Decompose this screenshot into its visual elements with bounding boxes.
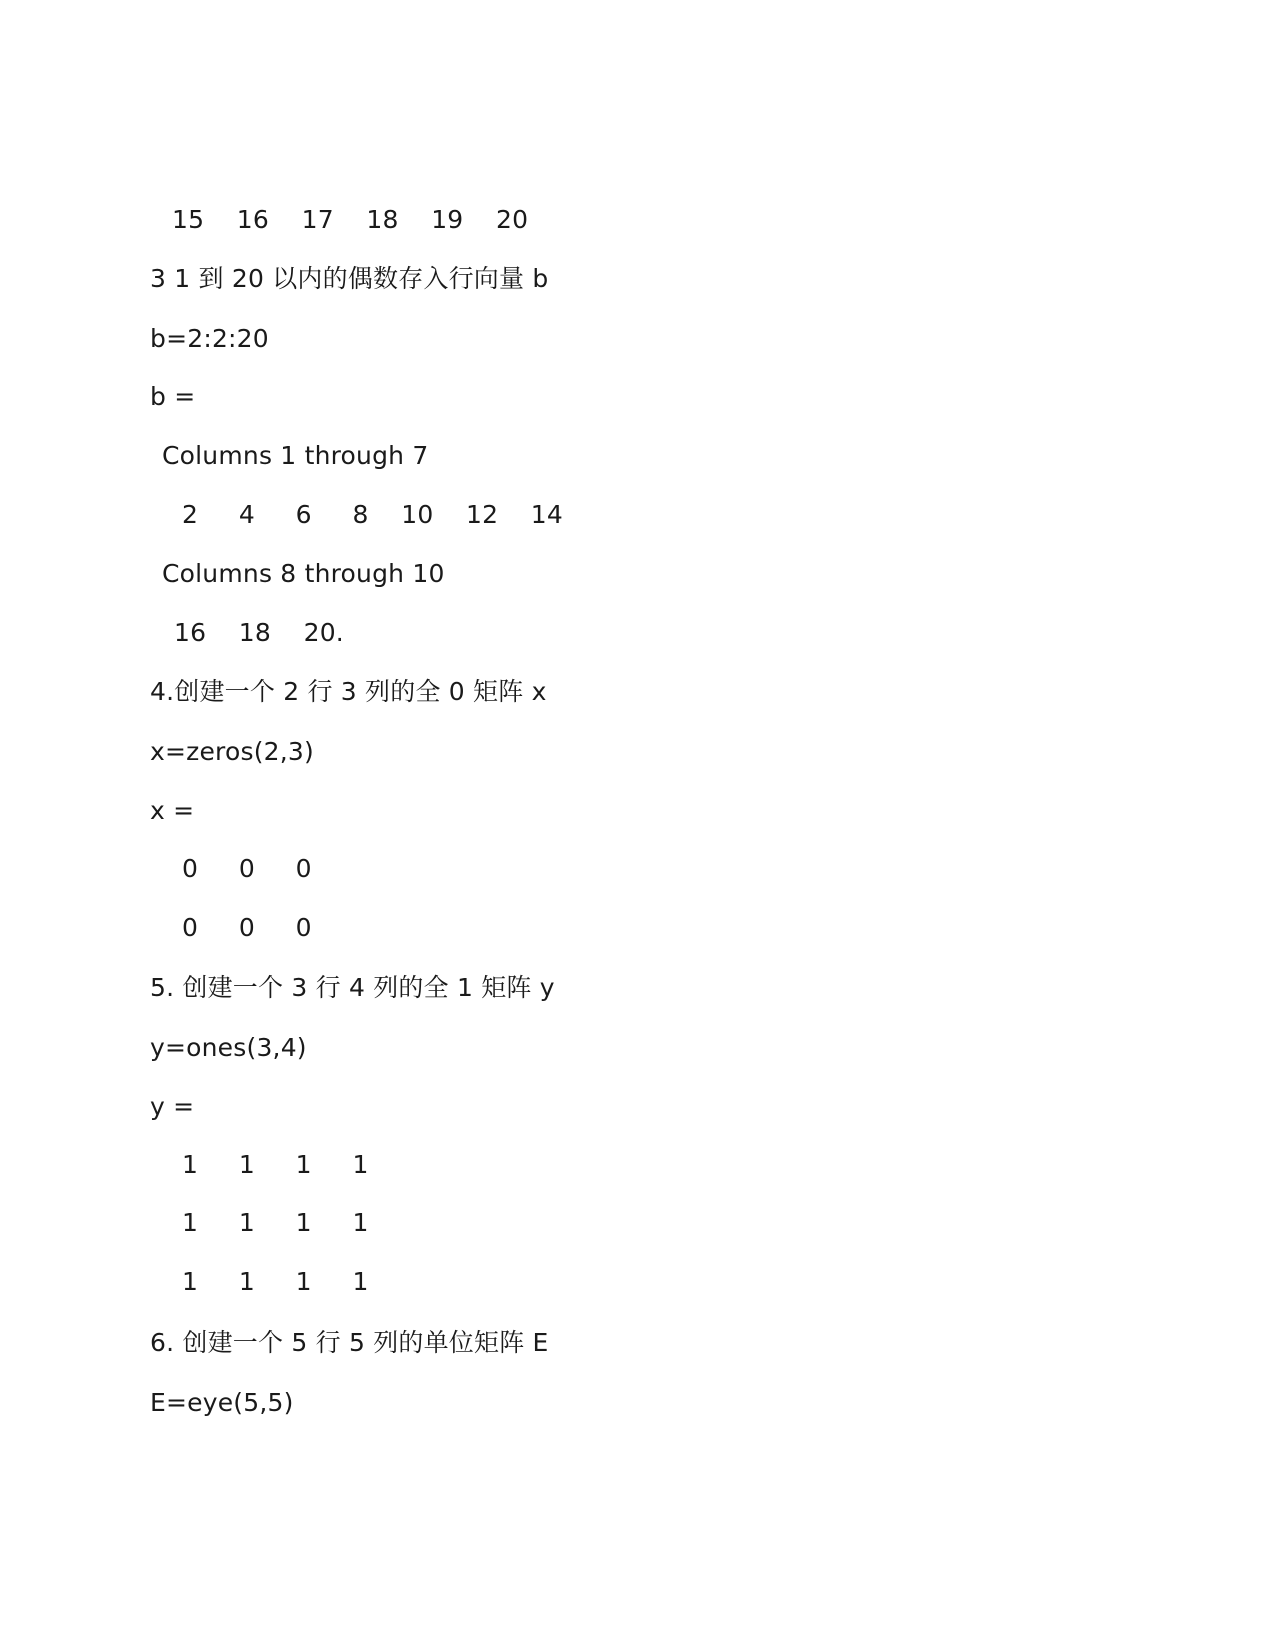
question-3-heading: 3 1 到 20 以内的偶数存入行向量 b [150, 264, 549, 293]
columns-header-8-10: Columns 8 through 10 [162, 559, 445, 588]
output-row-b-8-10: 16 18 20. [174, 618, 344, 647]
question-4-heading: 4.创建一个 2 行 3 列的全 0 矩阵 x [150, 677, 547, 706]
output-row-y-3: 1 1 1 1 [182, 1267, 369, 1296]
command-b: b=2:2:20 [150, 324, 269, 353]
columns-header-1-7: Columns 1 through 7 [162, 441, 429, 470]
output-row-15-to-20: 15 16 17 18 19 20 [172, 205, 529, 234]
command-x: x=zeros(2,3) [150, 737, 314, 766]
output-row-x-2: 0 0 0 [182, 913, 312, 942]
output-x-label: x = [150, 796, 195, 825]
question-6-heading: 6. 创建一个 5 行 5 列的单位矩阵 E [150, 1328, 549, 1357]
question-5-heading: 5. 创建一个 3 行 4 列的全 1 矩阵 y [150, 973, 555, 1002]
output-row-y-2: 1 1 1 1 [182, 1208, 369, 1237]
output-row-x-1: 0 0 0 [182, 854, 312, 883]
command-e: E=eye(5,5) [150, 1388, 294, 1417]
output-y-label: y = [150, 1092, 195, 1121]
command-y: y=ones(3,4) [150, 1033, 307, 1062]
output-b-label: b = [150, 382, 196, 411]
output-row-b-1-7: 2 4 6 8 10 12 14 [182, 500, 564, 529]
output-row-y-1: 1 1 1 1 [182, 1150, 369, 1179]
